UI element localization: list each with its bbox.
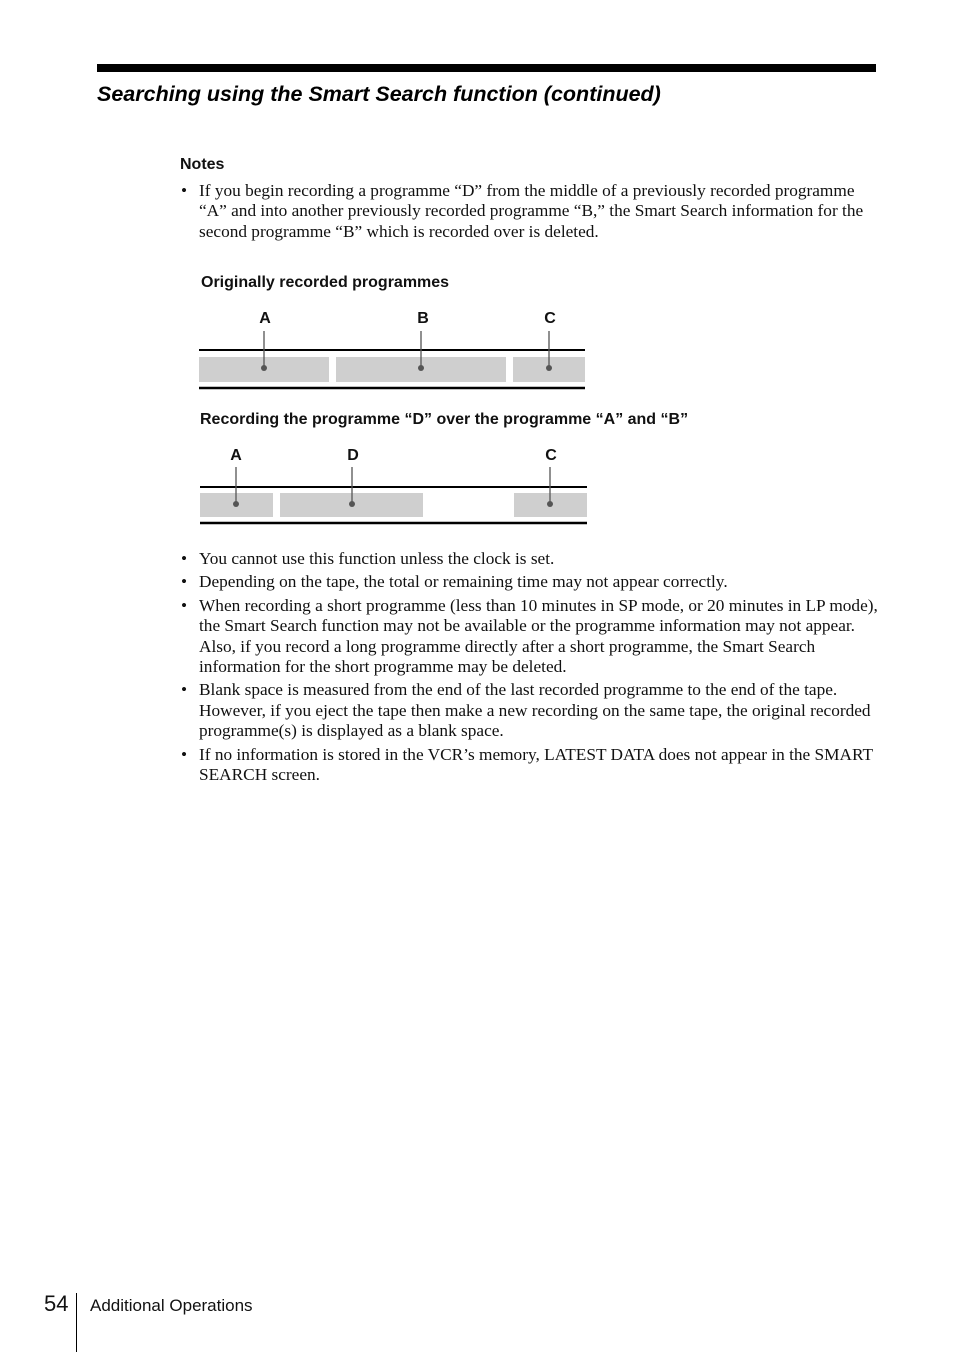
marker-dot-d	[349, 501, 355, 507]
marker-dot-b	[418, 365, 424, 371]
list-item	[180, 549, 880, 569]
label-d: D	[347, 447, 359, 464]
marker-dot-c	[546, 365, 552, 371]
segment-a	[200, 493, 273, 517]
notes-list	[180, 549, 880, 788]
bullet-icon: •	[181, 181, 188, 200]
segment-d	[280, 493, 423, 517]
bullet-icon: •	[181, 595, 188, 615]
diagram-caption-original: Originally recorded programmes	[201, 274, 450, 291]
list-item-text: When recording a short programme (less than 10 minutes in SP mode, or 20 minutes in LP mode), the Smart Search function may not be available or the programme information may not appear. Also, if you record a long programme directly after a short programme, the Smart Search information for the short programme may be deleted.	[199, 595, 878, 677]
notes-heading: Notes	[180, 156, 225, 173]
label-a: A	[259, 310, 271, 327]
list-item-text: If you begin recording a programme “D” from the middle of a previously recorded programme “A” and into another previously recorded programme “B,” the Smart Search information for the second programme “B” which is recorded over is deleted.	[199, 181, 864, 241]
bullet-icon: •	[181, 572, 188, 592]
bullet-icon: •	[181, 744, 188, 764]
footer-divider	[76, 1293, 77, 1352]
label-c: C	[545, 447, 557, 464]
page-number: 54	[44, 1291, 69, 1316]
list-item	[180, 596, 880, 678]
top-rule	[97, 64, 876, 72]
bullet-icon: •	[181, 549, 188, 568]
notes-list-intro	[180, 181, 870, 245]
list-item-text: If no information is stored in the VCR’s memory, LATEST DATA does not appear in the SMART SEARCH screen.	[199, 744, 873, 785]
diagram-overwrite	[200, 447, 587, 523]
list-item	[180, 745, 880, 786]
list-item	[180, 680, 880, 741]
marker-dot-c	[547, 501, 553, 507]
list-item	[180, 181, 870, 242]
list-item-text: You cannot use this function unless the clock is set.	[199, 549, 555, 568]
label-a: A	[230, 447, 242, 464]
segment-b	[336, 357, 506, 382]
section-name: Additional Operations	[90, 1296, 253, 1315]
list-item-text: Blank space is measured from the end of the last recorded programme to the end of the tape. However, if you eject the tape then make a new recording on the same tape, the original recorded programme(s) is displayed as a blank space.	[199, 680, 871, 741]
label-c: C	[544, 310, 556, 327]
label-b: B	[417, 310, 429, 327]
marker-dot-a	[233, 501, 239, 507]
segment-c	[513, 357, 585, 382]
segment-a	[199, 357, 329, 382]
diagram-original	[199, 310, 585, 388]
bullet-icon: •	[181, 680, 188, 700]
marker-dot-a	[261, 365, 267, 371]
page-title: Searching using the Smart Search function (continued)	[97, 82, 661, 106]
list-item	[180, 572, 880, 592]
segment-c	[514, 493, 587, 517]
list-item-text: Depending on the tape, the total or remaining time may not appear correctly.	[199, 572, 728, 592]
diagram-caption-overwrite: Recording the programme “D” over the programme “A” and “B”	[200, 411, 689, 428]
